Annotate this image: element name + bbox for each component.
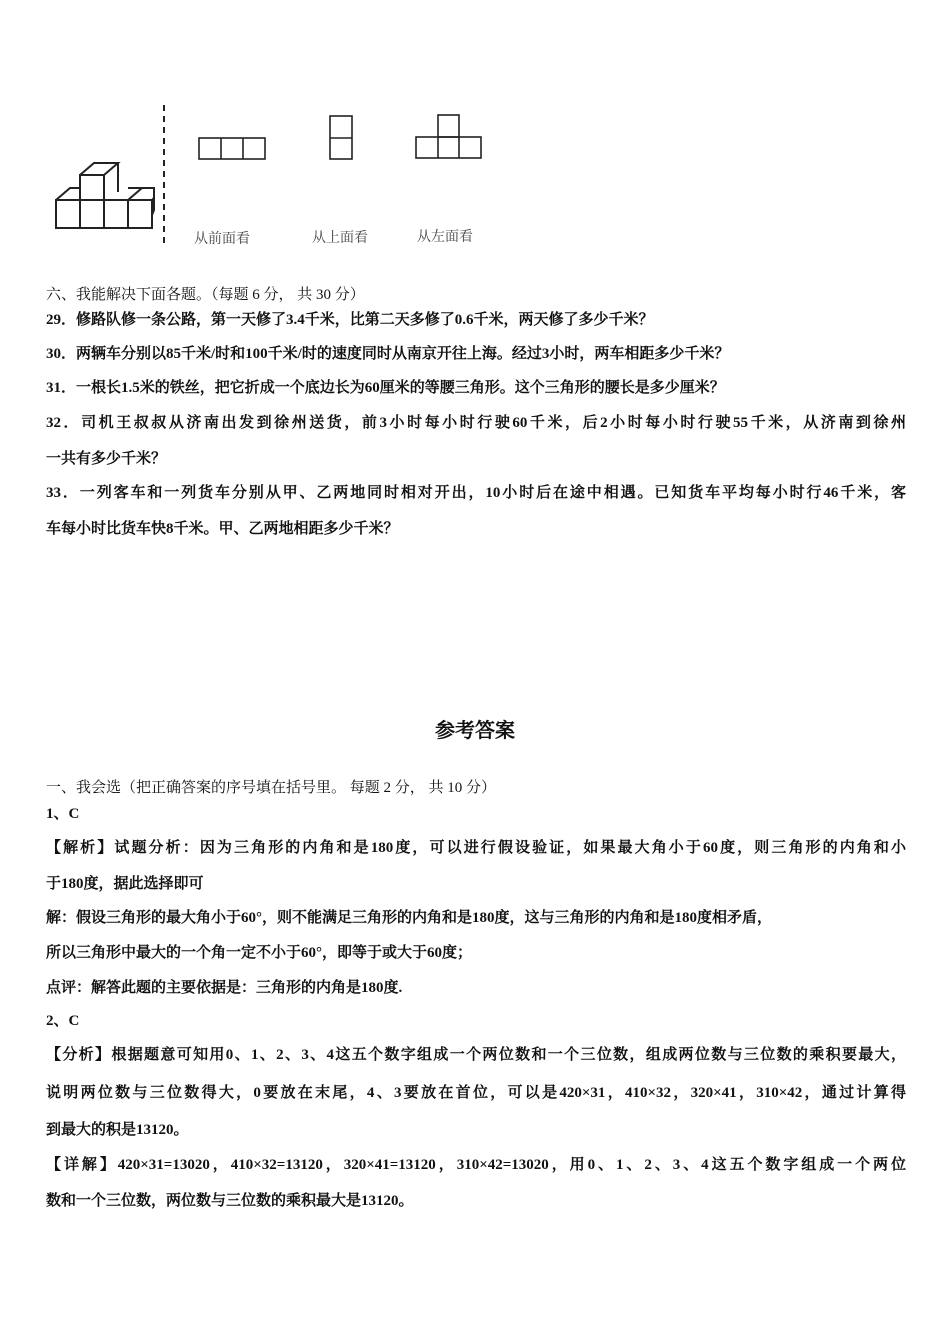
three-view-figure (46, 95, 496, 255)
answer-line: 1、C (46, 806, 80, 822)
section-heading: 六、我能解决下面各题。（每题 6 分， 共 30 分） (46, 287, 365, 303)
question-30: 30．两辆车分别以85千米/时和100千米/时的速度同时从南京开往上海。经过3小时，两车相距多少千米？ (46, 346, 730, 362)
answer-line: 2、C (46, 1013, 80, 1029)
answer-line: 解：假设三角形的最大角小于60°，则不能满足三角形的内角和是180度，这与三角形的内角和是180度相矛盾， (46, 910, 773, 926)
question-31: 31．一根长1.5米的铁丝，把它折成一个底边长为60厘米的等腰三角形。这个三角形的腰长是多少厘米？ (46, 380, 725, 396)
answer-line: 【详解】420×31=13020，410×32=13120，320×41=13120，310×42=13020，用0、1、2、3、4这五个数字组成一个两位 (46, 1157, 906, 1173)
answer-line: 【分析】根据题意可知用0、1、2、3、4这五个数字组成一个两位数和一个三位数，组成两位数与三位数的乘积要最大， (46, 1047, 906, 1063)
left-view (416, 115, 481, 158)
answer-line: 到最大的积是13120。 (46, 1122, 189, 1138)
question-29: 29．修路队修一条公路，第一天修了3.4千米，比第二天多修了0.6千米，两天修了多少千米？ (46, 312, 654, 328)
answer-line: 【解析】试题分析：因为三角形的内角和是180度，可以进行假设验证，如果最大角小于60度，则三角形的内角和小 (46, 840, 906, 856)
answer-line: 于180度，据此选择即可 (46, 876, 204, 892)
caption-left: 从左面看 (417, 229, 473, 245)
question-33: 33．一列客车和一列货车分别从甲、乙两地同时相对开出，10小时后在途中相遇。已知货车平均每小时行46千米，客 (46, 485, 906, 501)
answer-line: 所以三角形中最大的一个角一定不小于60°，即等于或大于60度； (46, 945, 473, 961)
caption-top: 从上面看 (312, 230, 368, 246)
answers-heading: 一、我会选（把正确答案的序号填在括号里。 每题 2 分， 共 10 分） (46, 780, 497, 796)
question-32-cont: 一共有多少千米？ (46, 451, 167, 467)
answer-line: 数和一个三位数，两位数与三位数的乘积最大是13120。 (46, 1193, 414, 1209)
question-33-cont: 车每小时比货车快8千米。甲、乙两地相距多少千米？ (46, 521, 399, 537)
front-view (199, 138, 265, 159)
cube-stack-drawing (56, 163, 154, 228)
question-32: 32．司机王叔叔从济南出发到徐州送货，前3小时每小时行驶60千米，后2小时每小时行驶55千米，从济南到徐州 (46, 415, 906, 431)
top-view (330, 116, 352, 159)
answer-line: 说明两位数与三位数得大，0要放在末尾，4、3要放在首位，可以是420×31，410×32，320×41，310×42，通过计算得 (46, 1085, 906, 1101)
answer-line: 点评：解答此题的主要依据是：三角形的内角是180度. (46, 980, 403, 996)
caption-front: 从前面看 (194, 231, 250, 247)
answers-title: 参考答案 (435, 718, 515, 742)
